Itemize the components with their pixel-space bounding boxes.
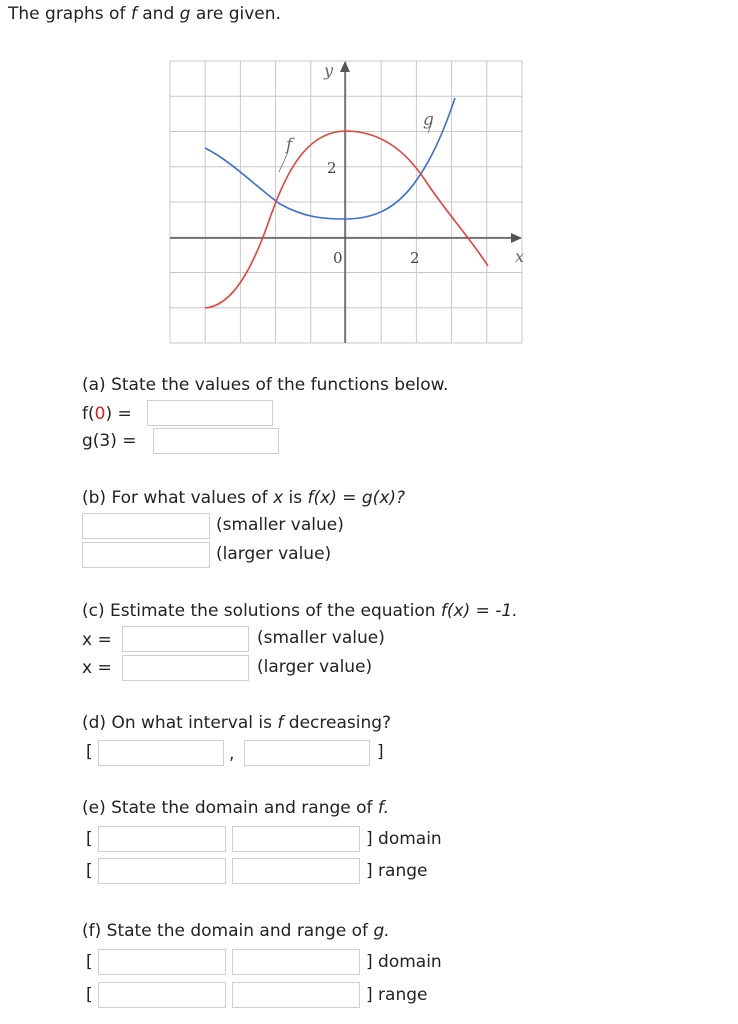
g-range-label: ] range [366, 985, 428, 1005]
part-c-prompt: (c) Estimate the solutions of the equation f(x) = -1. [82, 601, 518, 621]
x-axis-label: x [515, 247, 525, 266]
solution-smaller-input[interactable] [122, 626, 249, 652]
tick-label-y-2: 2 [327, 159, 337, 177]
g-range-start-input[interactable] [98, 982, 226, 1008]
intro-text: The graphs of f and g are given. [8, 4, 281, 24]
part-f-prompt: (f) State the domain and range of g. [82, 921, 390, 941]
f-label-leader [279, 152, 288, 172]
interval-open-bracket: [ [86, 742, 93, 762]
g-range-open-bracket: [ [86, 985, 93, 1005]
interval-comma: , [229, 744, 235, 764]
part-d-prompt: (d) On what interval is f decreasing? [82, 713, 392, 733]
x-axis-arrow [511, 233, 522, 243]
g-range-end-input[interactable] [232, 982, 360, 1008]
y-axis-arrow [340, 61, 350, 72]
solution-smaller-label: (smaller value) [257, 628, 385, 648]
g-curve-label: g [423, 110, 434, 130]
solution-larger-label: (larger value) [257, 657, 373, 677]
decreasing-start-input[interactable] [98, 740, 224, 766]
f-domain-label: ] domain [366, 829, 442, 849]
f-domain-end-input[interactable] [232, 826, 360, 852]
f-curve-label: f [286, 135, 293, 155]
intersection-smaller-input[interactable] [82, 513, 210, 539]
part-e-prompt: (e) State the domain and range of f. [82, 798, 390, 818]
g-domain-label: ] domain [366, 952, 442, 972]
f-domain-open-bracket: [ [86, 829, 93, 849]
part-b-prompt: (b) For what values of x is f(x) = g(x)? [82, 488, 406, 508]
part-a-g-label: g(3) = [82, 431, 137, 451]
y-axis-label: y [324, 61, 334, 80]
function-graph [0, 0, 738, 360]
g-domain-start-input[interactable] [98, 949, 226, 975]
tick-label-x-2: 2 [410, 249, 420, 267]
f-range-end-input[interactable] [232, 858, 360, 884]
intersection-larger-input[interactable] [82, 542, 210, 568]
f-range-label: ] range [366, 861, 428, 881]
intersection-smaller-label: (smaller value) [216, 515, 344, 535]
g-of-3-input[interactable] [153, 428, 279, 454]
solution-smaller-x-label: x = [82, 630, 112, 650]
part-a-prompt: (a) State the values of the functions below. [82, 375, 449, 395]
interval-close-bracket: ] [377, 742, 384, 762]
g-domain-end-input[interactable] [232, 949, 360, 975]
tick-label-x-0: 0 [333, 249, 343, 267]
intersection-larger-label: (larger value) [216, 544, 332, 564]
part-a-f-label: f(0) = [82, 404, 132, 424]
f-domain-start-input[interactable] [98, 826, 226, 852]
f-range-open-bracket: [ [86, 861, 93, 881]
f-of-0-input[interactable] [147, 400, 273, 426]
f-range-start-input[interactable] [98, 858, 226, 884]
solution-larger-input[interactable] [122, 655, 249, 681]
decreasing-end-input[interactable] [244, 740, 370, 766]
solution-larger-x-label: x = [82, 658, 112, 678]
g-domain-open-bracket: [ [86, 952, 93, 972]
